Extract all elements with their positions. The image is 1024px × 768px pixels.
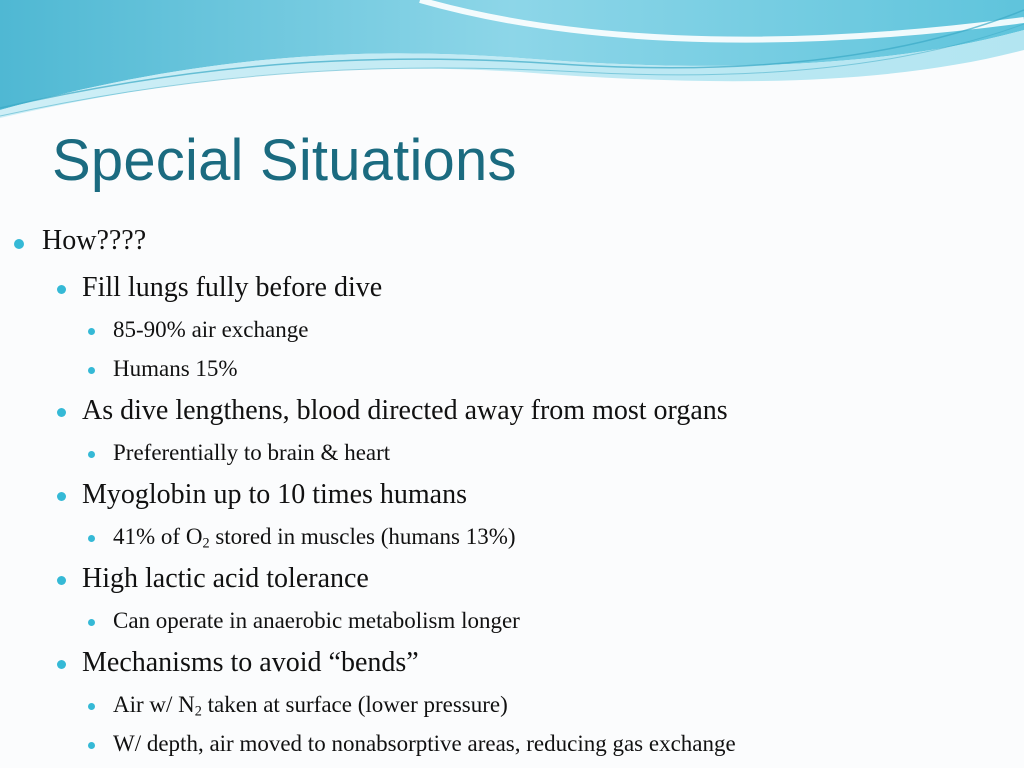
slide-title: Special Situations — [52, 128, 517, 193]
list-item: Humans 15% — [113, 356, 238, 382]
list-item: Preferentially to brain & heart — [113, 440, 390, 466]
header-wave-decoration — [0, 0, 1024, 120]
list-item: Can operate in anaerobic metabolism longer — [113, 608, 520, 634]
bullet-dot-icon — [88, 619, 95, 626]
bullet-dot-icon — [57, 576, 66, 585]
bullet-dot-icon — [88, 535, 95, 542]
bullet-dot-icon — [88, 703, 95, 710]
bullet-dot-icon — [57, 660, 66, 669]
list-item: W/ depth, air moved to nonabsorptive areas, reducing gas exchange — [113, 731, 736, 757]
bullet-dot-icon — [57, 408, 66, 417]
list-item: Fill lungs fully before dive — [82, 272, 382, 304]
bullet-dot-icon — [57, 492, 66, 501]
bullet-dot-icon — [88, 328, 95, 335]
bullet-dot-icon — [88, 451, 95, 458]
list-item: High lactic acid tolerance — [82, 563, 369, 595]
bullet-dot-icon — [88, 367, 95, 374]
list-item: 41% of $O_2$ stored in muscles (humans 13%) — [113, 524, 516, 550]
list-item: 85-90% air exchange — [113, 317, 308, 343]
bullet-dot-icon — [88, 742, 95, 749]
list-item: Air w/ $N_2$ taken at surface (lower pressure) — [113, 692, 508, 718]
bullet-dot-icon — [57, 285, 66, 294]
list-item: How???? — [42, 225, 146, 257]
list-item: Myoglobin up to 10 times humans — [82, 479, 467, 511]
bullet-dot-icon — [14, 239, 24, 249]
list-item: As dive lengthens, blood directed away from most organs — [82, 395, 728, 427]
list-item: Mechanisms to avoid “bends” — [82, 647, 419, 679]
